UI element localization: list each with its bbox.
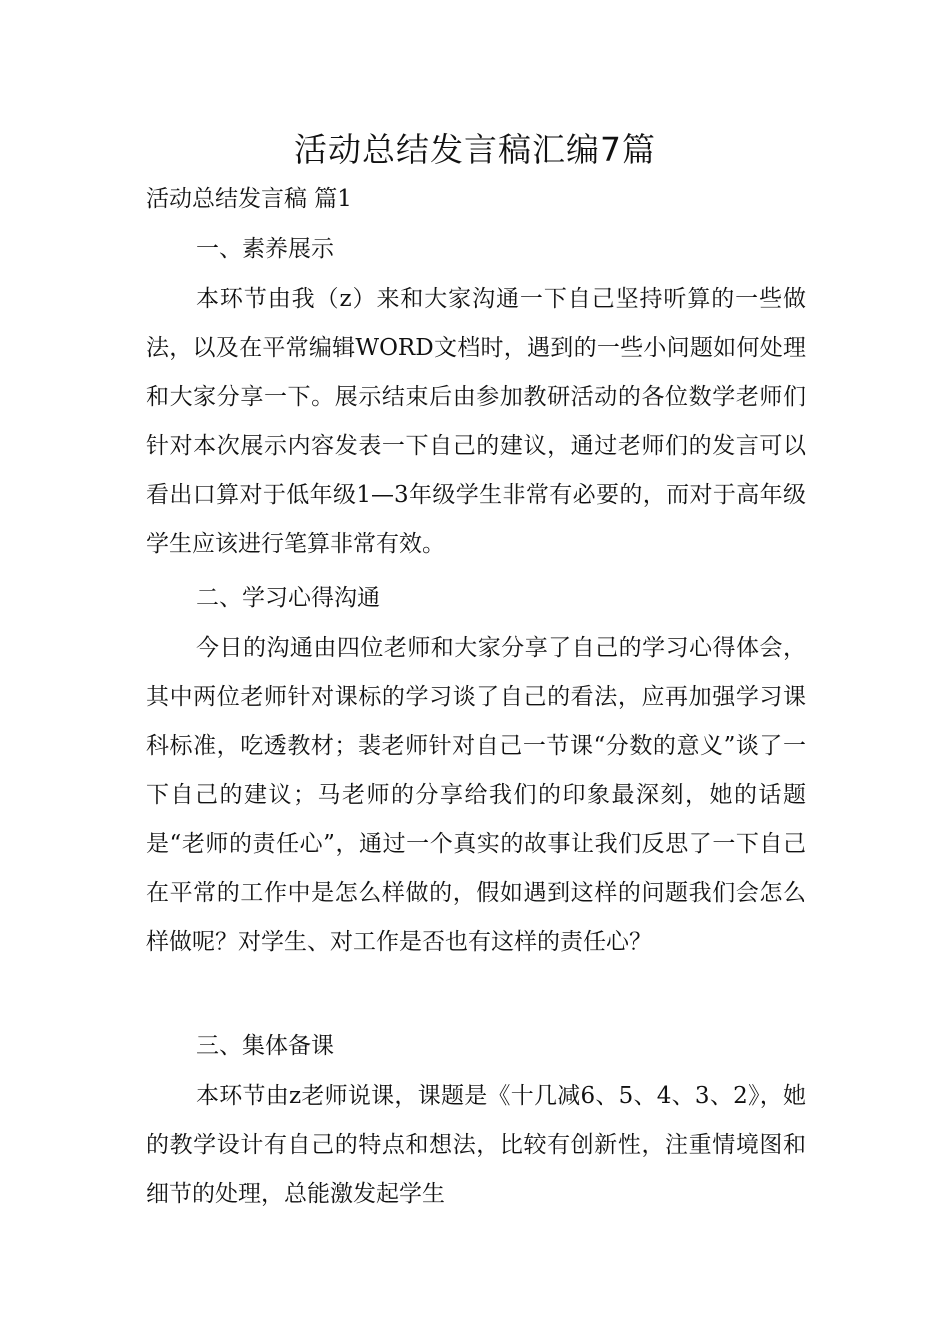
section-heading-3: 三、集体备课 [196, 1033, 334, 1059]
section-body-1: 本环节由我（z）来和大家沟通一下自己坚持听算的一些做法，以及在平常编辑WORD文档时，遇到的一些小问题如何处理和大家分享一下。展示结束后由参加教研活动的各位数学老师们针对本次展示内容发表一下自己的建议，通过老师们的发言可以看出口算对于低年级1—3年级学生非常有必要的，而对于高年级学生应该进行笔算非常有效。 [146, 286, 806, 557]
section-body-3: 本环节由z老师说课，课题是《十几减6、5、4、3、2》，她的教学设计有自己的特点和想法，比较有创新性，注重情境图和细节的处理，总能激发起学生 [146, 1083, 806, 1207]
document-subtitle: 活动总结发言稿 篇1 [146, 186, 352, 212]
section-heading-1: 一、素养展示 [196, 236, 334, 262]
section-heading-2: 二、学习心得沟通 [196, 585, 380, 611]
section-body-2: 今日的沟通由四位老师和大家分享了自己的学习心得体会，其中两位老师针对课标的学习谈了自己的看法，应再加强学习课科标准，吃透教材；裴老师针对自己一节课“分数的意义”谈了一下自己的建议；马老师的分享给我们的印象最深刻，她的话题是“老师的责任心”，通过一个真实的故事让我们反思了一下自己在平常的工作中是怎么样做的，假如遇到这样的问题我们会怎么样做呢？对学生、对工作是否也有这样的责任心？ [146, 635, 806, 955]
document-title: 活动总结发言稿汇编7篇 [294, 130, 656, 169]
